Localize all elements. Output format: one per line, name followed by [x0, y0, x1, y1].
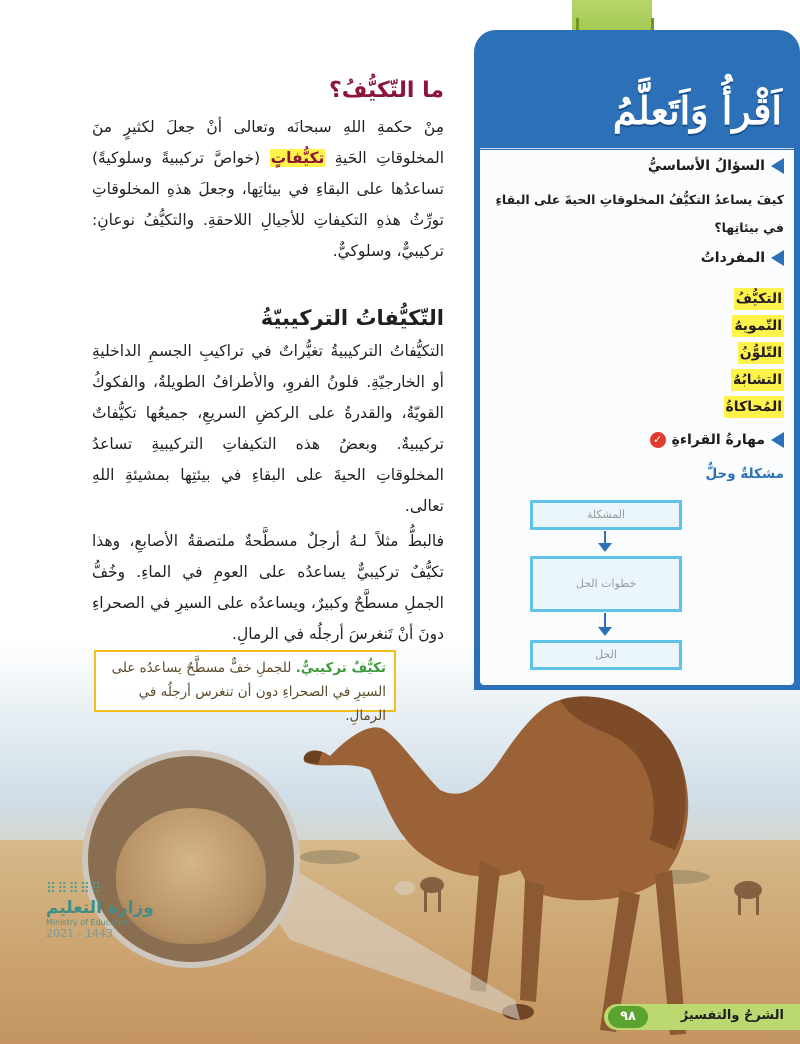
edition-year: 2021 - 1443	[46, 927, 113, 940]
section-heading: ما التّكيُّفُ؟	[328, 78, 444, 103]
vocab-item: التكيُّفُ	[734, 288, 784, 310]
ministry-watermark	[46, 882, 176, 940]
arrow-down-icon	[598, 543, 612, 552]
organizer-box-problem: المشكلة	[530, 500, 682, 530]
intro-paragraph	[92, 112, 444, 267]
triangle-bullet-icon	[771, 250, 784, 266]
camel-body	[304, 696, 689, 1035]
vocab-item: المُحاكاةُ	[724, 396, 784, 418]
organizer-box-steps: خطوات الحل	[530, 556, 682, 612]
ministry-name-ar: وزارة التعليم	[46, 898, 154, 918]
triangle-bullet-icon	[771, 432, 784, 448]
vocab-item: التّمويهُ	[732, 315, 784, 337]
organizer-box-solution: الحل	[530, 640, 682, 670]
vocabulary-label: المفرداتُ	[701, 250, 784, 266]
vocab-item: التّلوُّنُ	[738, 342, 784, 364]
triangle-bullet-icon	[771, 158, 784, 174]
structural-paragraph-1: التكيُّفاتُ التركيبيةُ تغيُّراتٌ في تراكيبِ الجسمِ الداخليةِ أو الخارجيّةِ. فلونُ الفروِ، والأطرافُ الطويلةُ، والفكوكُ القويّةُ، والقدرةُ على الركضِ السريعِ، جميعُها تكيُّفاتٌ تركيبيةٌ. وبعضُ هذه التكيفاتِ التركيبيةِ تساعدُ المخلوقاتِ الحيةَ على البقاءِ في بيئتِها بمشيئةِ اللهِ تعالى.	[92, 342, 444, 515]
essential-question-label: السؤالُ الأساسيُّ	[648, 158, 784, 174]
structural-heading: التّكيُّفاتُ التركيبيّةُ	[260, 306, 444, 330]
caption-callout	[94, 650, 396, 724]
footer-section-label: الشرحُ والتفسيرُ	[680, 1008, 784, 1023]
panel-brand-title: اَقْرأُ وَاَتَعلَّمُ	[612, 88, 782, 133]
ministry-name-en: Ministry of Education	[46, 918, 131, 927]
reading-skill-strategy: مشكلةٌ وحلٌّ	[705, 466, 784, 482]
highlighted-term: تكيُّفاتٍ	[270, 149, 325, 167]
callout-title: تكيُّفٌ تركيبيٌّ.	[295, 660, 386, 676]
essential-question-text: كيفَ يساعدُ التكيُّفُ المخلوقاتِ الحيةَ على البقاءِ في بيئاتِها؟	[495, 192, 784, 235]
vocab-item: التشابُهُ	[731, 369, 784, 391]
reading-skill-label: مهارةُ القراءةِ✓	[650, 432, 784, 448]
checkmark-icon: ✓	[650, 432, 666, 448]
callout-text: للجملِ خفٌّ مسطَّحٌ يساعدُه على السيرِ في الصحراءِ دون أن تنغرس أرجلُه في الرمالِ.	[111, 660, 386, 724]
intro-text-before: مِنْ حكمةِ اللهِ سبحانَه وتعالى أنْ جعلَ لكثيرٍ منَ المخلوقاتِ الحَيةِ	[92, 118, 445, 167]
arrow-down-icon	[598, 627, 612, 636]
ministry-logo-icon: ⠿⠿⠿⠿⠿	[46, 881, 103, 897]
structural-paragraph-2: فالبطُّ مثلاً لـهُ أرجلٌ مسطَّحةٌ ملتصقةُ الأصابعِ، وهذا تكيُّفٌ تركيبيٌّ يساعدُه على العومِ في الماءِ. وخُفُّ الجملِ مسطَّحٌ وكبيرٌ، ويساعدُه على السيرِ في الصحراءِ دونَ أنْ تَنغرسَ أرجلُه في الرمالِ.	[92, 532, 444, 643]
page-number: ٩٨	[608, 1006, 648, 1028]
intro-text-after: (خواصَّ تركيبيةً وسلوكيةً) تساعدُها على البقاءِ في بيئاتِها، وجعلَ هذهِ المخلوقاتِ تورِّثُ هذهِ التكيفاتِ للأجيالِ اللاحقةِ. والتكيُّفُ نوعانِ: تركيبيٌّ، وسلوكيٌّ.	[92, 149, 444, 260]
